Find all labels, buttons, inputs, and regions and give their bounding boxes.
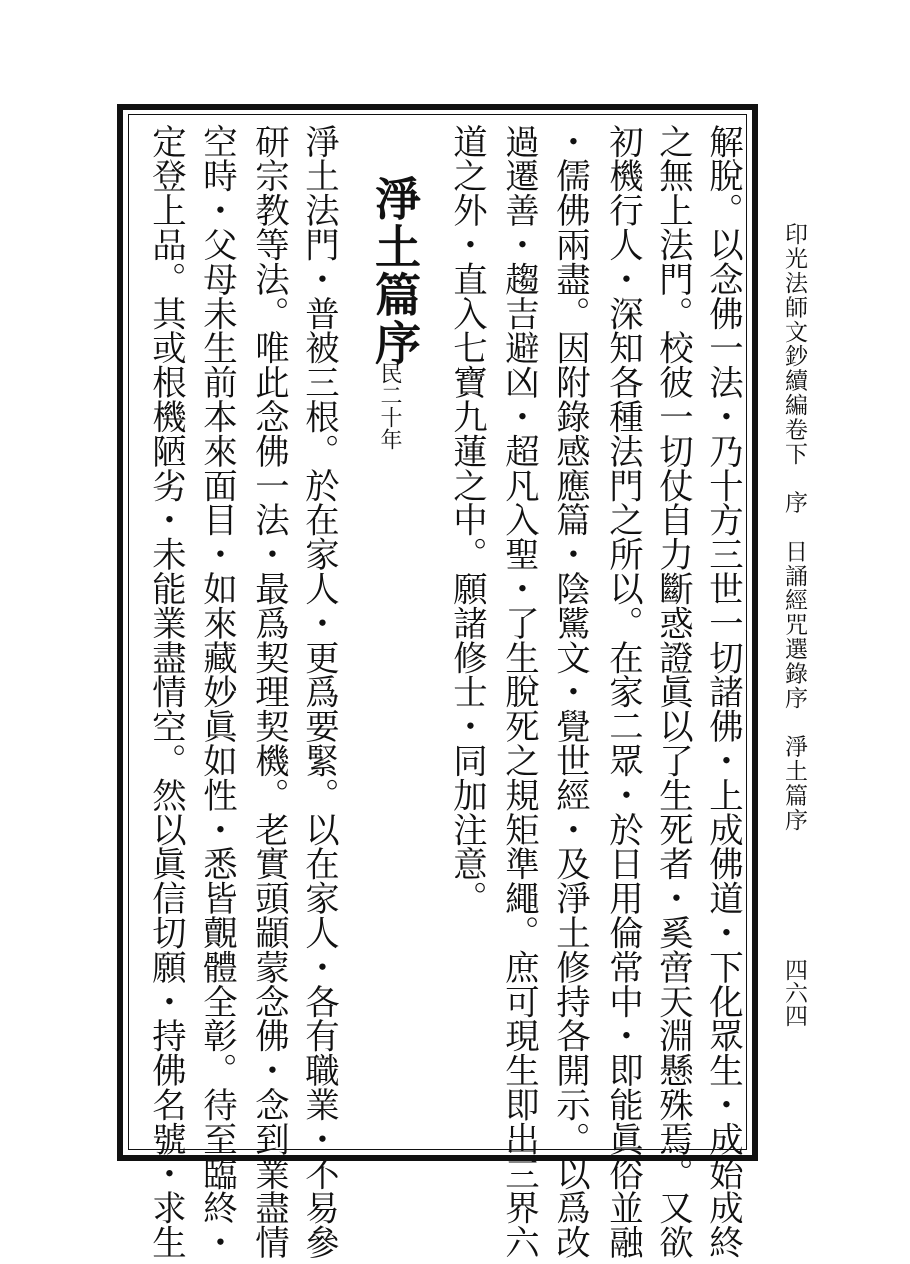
text-column: 空時・父母未生前本來面目・如來藏妙眞如性・悉皆覿體全彰。待至臨終・: [196, 124, 237, 1260]
text-column: 過遷善・趨吉避凶・超凡入聖・了生脫死之規矩準繩。庶可現生即出三界六: [498, 124, 539, 1260]
text-column: 解脫。以念佛一法・乃十方三世一切諸佛・上成佛道・下化眾生・成始成終: [702, 124, 743, 1260]
text-column: 道之外・直入七寶九蓮之中。願諸修士・同加注意。: [446, 124, 487, 916]
essay-date: 民二十年: [377, 362, 402, 450]
text-column: ・儒佛兩盡。因附錄感應篇・陰騭文・覺世經・及淨土修持各開示。以爲改: [549, 124, 590, 1260]
page-number: 四六四: [781, 958, 807, 1027]
text-column: 初機行人・深知各種法門之所以。在家二眾・於日用倫常中・即能眞俗並融: [602, 124, 643, 1260]
text-column: 研宗教等法。唯此念佛一法・最爲契理契機。老實頭顓蒙念佛・念到業盡情: [248, 124, 289, 1260]
text-column: 淨土法門・普被三根。於在家人・更爲要緊。以在家人・各有職業・不易參: [298, 124, 339, 1260]
essay-title: 淨土篇序: [368, 175, 422, 367]
text-column: 之無上法門。校彼一切仗自力斷惑證眞以了生死者・奚啻天淵懸殊焉。又欲: [652, 124, 693, 1260]
running-header: 印光法師文鈔續編卷下 序 日誦經咒選錄序 淨土篇序: [781, 222, 807, 832]
text-column: 定登上品。其或根機陋劣・未能業盡情空。然以眞信切願・持佛名號・求生: [145, 124, 186, 1260]
